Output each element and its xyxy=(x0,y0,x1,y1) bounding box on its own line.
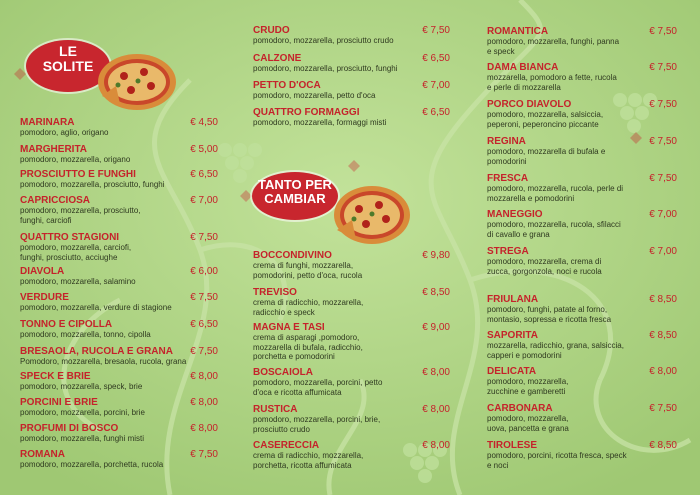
pizza-ingredients: pomodoro, mozzarella, porcini, brie, prosciutto crudo xyxy=(253,415,381,434)
menu-item xyxy=(253,367,450,397)
pizza-ingredients: pomodoro, mozzarella, prosciutto crudo xyxy=(253,36,394,45)
pizza-price: € 8,00 xyxy=(190,423,218,434)
pizza-ingredients: crema di radicchio, mozzarella, radicchio e speck xyxy=(253,298,364,317)
pizza-image xyxy=(96,52,178,112)
pizza-price: € 8,00 xyxy=(190,397,218,408)
pizza-name: BOCCONDIVINO xyxy=(253,250,332,261)
pizza-name: FRESCA xyxy=(487,173,529,184)
pizza-price: € 7,00 xyxy=(649,246,677,257)
pizza-ingredients: crema di funghi, mozzarella, pomodorini, petto d'oca, rucola xyxy=(253,261,363,280)
menu-item xyxy=(487,366,677,396)
pizza-ingredients: pomodoro, mozzarella, porcini, brie xyxy=(20,408,145,417)
menu-item xyxy=(20,266,218,287)
pizza-price: € 4,50 xyxy=(190,117,218,128)
pizza-ingredients: pomodoro, mozzarella, uova, pancetta e grana xyxy=(487,414,569,433)
pizza-name: PETTO D'OCA xyxy=(253,80,321,91)
menu-item xyxy=(20,292,218,313)
pizza-ingredients: pomodoro, mozzarella, formaggi misti xyxy=(253,118,387,127)
pizza-name: CARBONARA xyxy=(487,403,553,414)
pizza-name: TIROLESE xyxy=(487,440,538,451)
pizza-price: € 8,50 xyxy=(649,330,677,341)
pizza-name: STREGA xyxy=(487,246,529,257)
menu-item xyxy=(253,404,450,434)
menu-item xyxy=(253,322,450,362)
menu-item xyxy=(20,117,218,138)
pizza-price: € 7,50 xyxy=(649,62,677,73)
pizza-price: € 7,50 xyxy=(649,173,677,184)
pizza-name: SPECK E BRIE xyxy=(20,371,91,382)
menu-item xyxy=(20,371,218,392)
pizza-ingredients: pomodoro, mozzarella, prosciutto, funghi xyxy=(253,64,398,73)
menu-item xyxy=(487,403,677,433)
pizza-ingredients: pomodoro, mozzarella, funghi, panna e speck xyxy=(487,37,620,56)
pizza-ingredients: pomodoro, mozzarella, porcini, petto d'oca e ricotta affumicata xyxy=(253,378,383,397)
pizza-name: VERDURE xyxy=(20,292,69,303)
menu-item xyxy=(487,99,677,129)
menu-item xyxy=(253,107,450,128)
pizza-ingredients: pomodoro, mozzarella, rucola, sfilacci di cavallo e grana xyxy=(487,220,621,239)
pizza-name: TONNO E CIPOLLA xyxy=(20,319,113,330)
pizza-name: QUATTRO FORMAGGI xyxy=(253,107,360,118)
pizza-price: € 7,00 xyxy=(649,209,677,220)
section-badge-tanto-per-cambiar xyxy=(252,172,338,220)
pizza-ingredients: pomodoro, mozzarella, zucchine e gamberetti xyxy=(487,377,569,396)
pizza-price: € 8,50 xyxy=(649,440,677,451)
pizza-name: CRUDO xyxy=(253,25,290,36)
pizza-name: PORCINI E BRIE xyxy=(20,397,98,408)
pizza-price: € 9,80 xyxy=(422,250,450,261)
pizza-name: PROSCIUTTO E FUNGHI xyxy=(20,169,136,180)
pizza-price: € 6,50 xyxy=(190,169,218,180)
badge-line: LE xyxy=(59,43,77,59)
pizza-price: € 9,00 xyxy=(422,322,450,333)
pizza-ingredients: pomodoro, mozzarella, origano xyxy=(20,155,131,164)
pizza-price: € 8,00 xyxy=(190,371,218,382)
pizza-ingredients: crema di radicchio, mozzarella, porchetta, ricotta affumicata xyxy=(253,451,364,470)
menu-item xyxy=(253,440,450,470)
pizza-ingredients: pomodoro, mozzarella, prosciutto, funghi xyxy=(20,180,165,189)
pizza-price: € 6,50 xyxy=(190,319,218,330)
pizza-price: € 6,50 xyxy=(422,53,450,64)
pizza-price: € 8,00 xyxy=(422,367,450,378)
badge-line: TANTO PER xyxy=(258,177,332,192)
pizza-name: BOSCAIOLA xyxy=(253,367,313,378)
pizza-name: PORCO DIAVOLO xyxy=(487,99,572,110)
pizza-ingredients: pomodoro, mozzarella, prosciutto, funghi, carciofi xyxy=(20,206,141,225)
pizza-ingredients: pomodoro, mozzarella, salsiccia, peperoni, peperoncino piccante xyxy=(487,110,604,129)
pizza-price: € 7,50 xyxy=(190,346,218,357)
menu-item xyxy=(20,346,218,367)
menu-item xyxy=(253,25,450,46)
pizza-name: CASERECCIA xyxy=(253,440,320,451)
menu-item xyxy=(253,250,450,280)
pizza-ingredients: crema di asparagi ,pomodoro, mozzarella di bufala, radicchio, porchetta e pomodorini xyxy=(253,333,363,361)
pizza-price: € 7,50 xyxy=(649,136,677,147)
pizza-name: MAGNA E TASI xyxy=(253,322,325,333)
pizza-ingredients: pomodoro, mozzarella, speck, brie xyxy=(20,382,143,391)
pizza-ingredients: pomodoro, mozzarella, tonno, cipolla xyxy=(20,330,151,339)
pizza-name: BRESAOLA, RUCOLA E GRANA xyxy=(20,346,173,357)
menu-item xyxy=(20,195,218,225)
pizza-price: € 6,00 xyxy=(190,266,218,277)
pizza-ingredients: pomodoro, mozzarella di bufala e pomodorini xyxy=(487,147,606,166)
pizza-name: DIAVOLA xyxy=(20,266,65,277)
pizza-ingredients: pomodoro, mozzarella, rucola, perle di mozzarella e pomodorini xyxy=(487,184,624,203)
pizza-ingredients: pomodoro, mozzarella, salamino xyxy=(20,277,136,286)
pizza-name: CAPRICCIOSA xyxy=(20,195,91,206)
pizza-price: € 8,00 xyxy=(649,366,677,377)
pizza-name: REGINA xyxy=(487,136,526,147)
pizza-name: FRIULANA xyxy=(487,294,539,305)
menu-item xyxy=(20,449,218,470)
pizza-name: DELICATA xyxy=(487,366,537,377)
pizza-price: € 7,50 xyxy=(190,232,218,243)
menu-item xyxy=(487,330,677,360)
pizza-name: MARGHERITA xyxy=(20,144,88,155)
pizza-price: € 7,00 xyxy=(422,80,450,91)
pizza-price: € 8,50 xyxy=(422,287,450,298)
menu-item xyxy=(20,169,218,190)
menu-item xyxy=(20,397,218,418)
pizza-ingredients: pomodoro, aglio, origano xyxy=(20,128,109,137)
menu-item xyxy=(20,319,218,340)
pizza-name: MARINARA xyxy=(20,117,75,128)
pizza-price: € 5,00 xyxy=(190,144,218,155)
pizza-ingredients: Pomodoro, mozzarella, bresaola, rucola, grana xyxy=(20,357,187,366)
pizza-ingredients: mozzarella, pomodoro a fette, rucola e perle di mozzarella xyxy=(487,73,617,92)
pizza-name: PROFUMI DI BOSCO xyxy=(20,423,119,434)
badge-line: CAMBIAR xyxy=(264,191,326,206)
pizza-name: ROMANTICA xyxy=(487,26,549,37)
menu-item xyxy=(253,53,450,74)
badge-line: SOLITE xyxy=(42,58,94,74)
pizza-ingredients: pomodoro, mozzarella, verdure di stagione xyxy=(20,303,172,312)
menu-item xyxy=(20,423,218,444)
pizza-price: € 6,50 xyxy=(422,107,450,118)
pizza-ingredients: pomodoro, mozzarella, porchetta, rucola xyxy=(20,460,164,469)
pizza-ingredients: mozzarella, radicchio, grana, salsiccia, capperi e pomodorini xyxy=(487,341,624,360)
pizza-name: ROMANA xyxy=(20,449,65,460)
menu-item xyxy=(487,440,677,470)
pizza-price: € 8,50 xyxy=(649,294,677,305)
pizza-ingredients: pomodoro, mozzarella, funghi misti xyxy=(20,434,145,443)
menu-item xyxy=(253,287,450,317)
pizza-price: € 7,00 xyxy=(190,195,218,206)
pizza-price: € 7,50 xyxy=(422,25,450,36)
menu-item xyxy=(487,246,677,276)
pizza-name: CALZONE xyxy=(253,53,302,64)
pizza-name: SAPORITA xyxy=(487,330,538,341)
pizza-name: DAMA BIANCA xyxy=(487,62,559,73)
pizza-ingredients: pomodoro, mozzarella, carciofi, funghi, prosciutto, acciughe xyxy=(20,243,132,262)
pizza-ingredients: pomodoro, mozzarella, petto d'oca xyxy=(253,91,376,100)
pizza-name: RUSTICA xyxy=(253,404,298,415)
pizza-name: MANEGGIO xyxy=(487,209,543,220)
menu-item xyxy=(487,173,677,203)
pizza-ingredients: pomodoro, porcini, ricotta fresca, speck e noci xyxy=(487,451,627,470)
menu-item xyxy=(487,136,677,166)
menu-item xyxy=(487,209,677,239)
pizza-image xyxy=(332,184,412,246)
pizza-price: € 8,00 xyxy=(422,404,450,415)
pizza-price: € 7,50 xyxy=(190,292,218,303)
pizza-ingredients: pomodoro, funghi, patate al forno, montasio, sopressa e ricotta fresca xyxy=(487,305,612,324)
pizza-name: QUATTRO STAGIONI xyxy=(20,232,120,243)
menu-item xyxy=(487,26,677,56)
menu-item xyxy=(20,144,218,165)
pizza-price: € 7,50 xyxy=(649,26,677,37)
pizza-name: TREVISO xyxy=(253,287,297,298)
menu-item xyxy=(253,80,450,101)
menu-item xyxy=(487,62,677,92)
pizza-ingredients: pomodoro, mozzarella, crema di zucca, gorgonzola, noci e rucola xyxy=(487,257,602,276)
pizza-price: € 8,00 xyxy=(422,440,450,451)
pizza-price: € 7,50 xyxy=(190,449,218,460)
menu-item xyxy=(20,232,218,262)
menu-item xyxy=(487,294,677,324)
pizza-price: € 7,50 xyxy=(649,403,677,414)
pizza-price: € 7,50 xyxy=(649,99,677,110)
